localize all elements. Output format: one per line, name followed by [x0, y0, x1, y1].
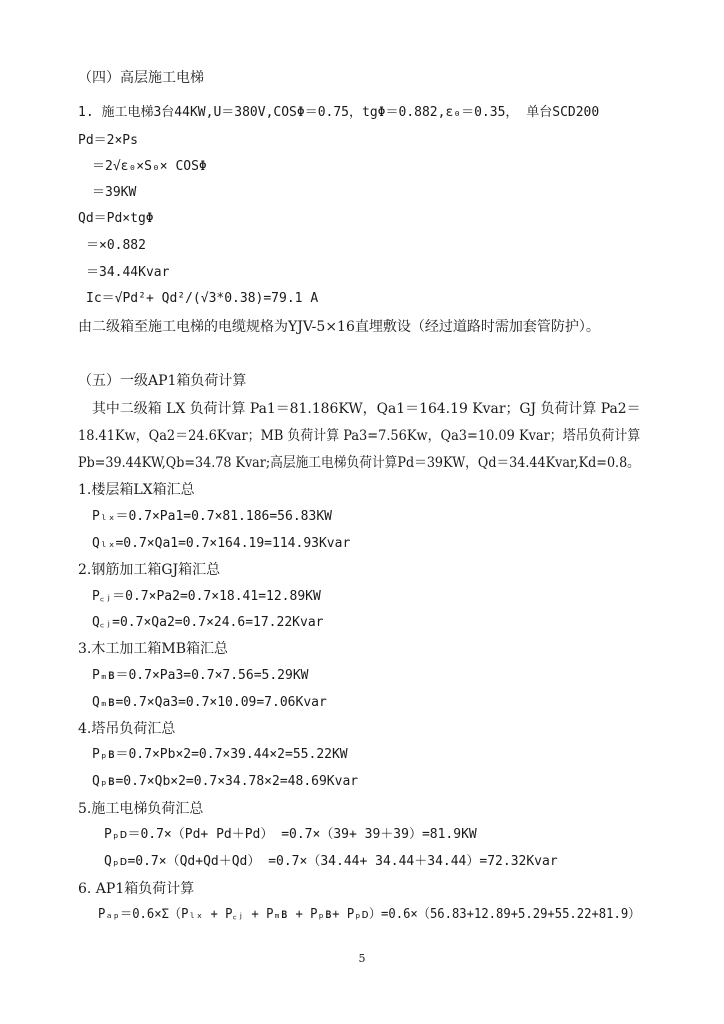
- page-number: 5: [358, 952, 366, 965]
- item5-title: 5.施工电梯负荷汇总: [78, 801, 204, 817]
- item5-q: Qₚᴅ=0.7×（Qd+Qd＋Qd） =0.7×（34.44+ 34.44＋34.44）=72.32Kvar: [104, 854, 558, 869]
- elevator-spec-line: 1. 施工电梯3台44KW,U＝380V,COSΦ＝0.75，tgΦ＝0.882,ε₀＝0.35， 单台SCD200: [78, 105, 600, 120]
- item6-title: 6. AP1箱负荷计算: [78, 881, 195, 897]
- item6-p: Pₐₚ＝0.6×Σ（Pₗₓ + P꜀ⱼ + Pₘʙ + Pₚʙ+ Pₚᴅ）=0.6×（56.83+12.89+5.29+55.22+81.9）: [98, 907, 641, 922]
- cable-spec: 由二级箱至施工电梯的电缆规格为YJV-5×16直埋敷设（经过道路时需加套管防护）。: [78, 319, 600, 335]
- item4-q: Qₚʙ=0.7×Qb×2=0.7×34.78×2=48.69Kvar: [92, 774, 359, 789]
- paragraph-line-2: 18.41Kw，Qa2＝24.6Kvar；MB 负荷计算 Pa3=7.56Kw，Qa3=10.09 Kvar；塔吊负荷计算: [78, 428, 641, 444]
- item3-p: Pₘʙ＝0.7×Pa3=0.7×7.56=5.29KW: [92, 668, 309, 683]
- item2-p: P꜀ⱼ＝0.7×Pa2=0.7×18.41=12.89KW: [92, 589, 321, 604]
- section4-heading: （四）高层施工电梯: [78, 70, 204, 86]
- pd-formula: ＝2√ε₀×S₀× COSΦ: [92, 159, 207, 174]
- qd-equation: Qd＝Pd×tgΦ: [78, 211, 154, 226]
- qd-step: ＝×0.882: [86, 238, 146, 253]
- qd-value: ＝34.44Kvar: [86, 265, 170, 280]
- paragraph-line-1: 其中二级箱 LX 负荷计算 Pa1＝81.186KW，Qa1＝164.19 Kvar；GJ 负荷计算 Pa2＝: [92, 401, 641, 417]
- item4-title: 4.塔吊负荷汇总: [78, 721, 176, 737]
- item5-p: Pₚᴅ＝0.7×（Pd+ Pd＋Pd） =0.7×（39+ 39＋39）=81.9KW: [104, 827, 477, 842]
- pd-equation: Pd＝2×Ps: [78, 133, 138, 148]
- section5-heading: （五）一级AP1箱负荷计算: [78, 373, 247, 389]
- item1-p: Pₗₓ＝0.7×Pa1=0.7×81.186=56.83KW: [92, 509, 332, 524]
- item3-title: 3.木工加工箱MB箱汇总: [78, 641, 228, 657]
- item4-p: Pₚʙ＝0.7×Pb×2=0.7×39.44×2=55.22KW: [92, 747, 348, 762]
- item2-q: Q꜀ⱼ=0.7×Qa2=0.7×24.6=17.22Kvar: [92, 615, 324, 630]
- item3-q: Qₘʙ=0.7×Qa3=0.7×10.09=7.06Kvar: [92, 695, 327, 710]
- item1-title: 1.楼层箱LX箱汇总: [78, 482, 195, 498]
- paragraph-line-3: Pb=39.44KW,Qb=34.78 Kvar;高层施工电梯负荷计算Pd＝39KW，Qd＝34.44Kvar,Kd=0.8。: [78, 455, 640, 471]
- item1-q: Qₗₓ=0.7×Qa1=0.7×164.19=114.93Kvar: [92, 536, 351, 551]
- pd-value: ＝39KW: [92, 185, 137, 200]
- item2-title: 2.钢筋加工箱GJ箱汇总: [78, 562, 221, 578]
- ic-formula: Ic＝√Pd²+ Qd²/(√3*0.38)=79.1 A: [86, 291, 319, 306]
